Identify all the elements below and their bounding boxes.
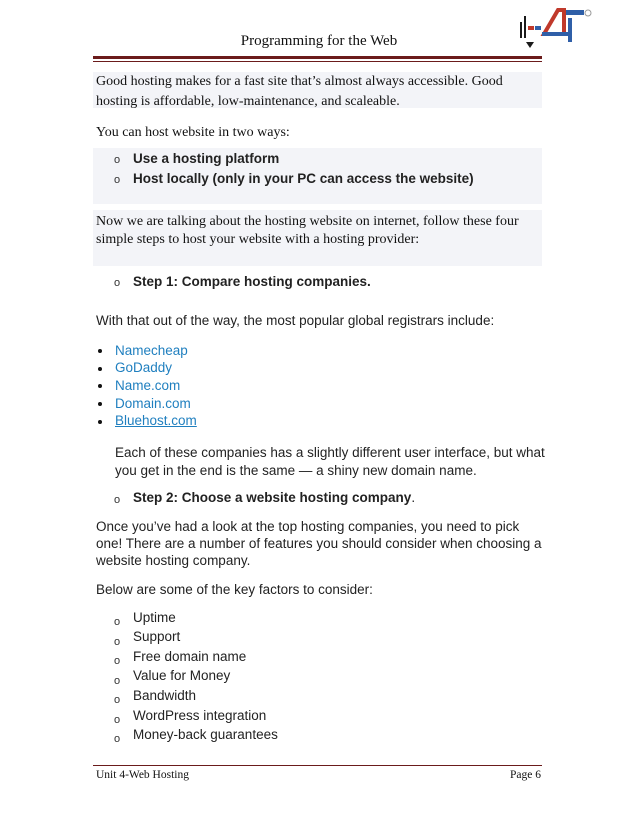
factor-item: Value for Money [133, 668, 231, 683]
step-2-tail: . [411, 490, 416, 505]
intro-line-1: Good hosting makes for a fast site that’s almost always accessible. Good [96, 74, 503, 89]
registrar-link-bluehost[interactable]: Bluehost.com [115, 413, 197, 428]
footer-page-number: Page 6 [510, 769, 541, 781]
factor-item: WordPress integration [133, 708, 267, 723]
header-rule [93, 56, 542, 59]
factor-bullet: o [114, 655, 121, 667]
header-rule-thin [93, 61, 542, 62]
step-bullet: o [114, 277, 121, 289]
internet-line-1: Now we are talking about the hosting website on internet, follow these four [96, 214, 519, 229]
bullet-dot [98, 367, 102, 371]
ways-bullet: o [114, 174, 121, 186]
registrar-link-name-com[interactable]: Name.com [115, 378, 181, 393]
factors-intro: Below are some of the key factors to consider: [96, 582, 373, 597]
registrar-link-domain-com[interactable]: Domain.com [115, 396, 191, 411]
page-title: Programming for the Web [240, 33, 398, 49]
step-2-heading [133, 490, 415, 505]
footer-rule [93, 765, 542, 766]
ways-item-1: Use a hosting platform [133, 151, 280, 166]
factor-item: Money-back guarantees [133, 727, 278, 742]
factor-item: Uptime [133, 610, 176, 625]
ways-intro: You can host website in two ways: [96, 125, 290, 140]
pick-line-1: Once you’ve had a look at the top hosting companies, you need to pick [96, 519, 520, 534]
registrar-link-godaddy[interactable]: GoDaddy [115, 360, 173, 375]
step-1-heading: Step 1: Compare hosting companies. [133, 274, 371, 289]
bullet-dot [98, 420, 102, 424]
logo-graphic [518, 4, 598, 54]
step-bullet: o [114, 494, 121, 506]
pick-line-2: one! There are a number of features you should consider when choosing a [96, 536, 542, 551]
ways-bullet: o [114, 154, 121, 166]
note-line-1: Each of these companies has a slightly different user interface, but what [115, 445, 545, 460]
ways-item-2: Host locally (only in your PC can access the website) [133, 171, 474, 186]
registrars-intro: With that out of the way, the most popular global registrars include: [96, 313, 495, 328]
internet-line-2: simple steps to host your website with a hosting provider: [96, 232, 420, 247]
bullet-dot [98, 384, 102, 388]
pick-line-3: website hosting company. [96, 553, 251, 568]
factor-bullet: o [114, 733, 121, 745]
factor-bullet: o [114, 616, 121, 628]
factor-bullet: o [114, 675, 121, 687]
factor-bullet: o [114, 636, 121, 648]
footer-unit: Unit 4-Web Hosting [96, 769, 189, 781]
logo [518, 4, 598, 54]
bullet-dot [98, 402, 102, 406]
factor-item: Bandwidth [133, 688, 197, 703]
factor-item: Support [133, 629, 181, 644]
step-2-label: Step 2: Choose a website hosting company [133, 490, 412, 505]
factor-item: Free domain name [133, 649, 247, 664]
intro-line-2: hosting is affordable, low-maintenance, and scaleable. [96, 94, 400, 109]
registrar-link-namecheap[interactable]: Namecheap [115, 343, 188, 358]
bullet-dot [98, 349, 102, 353]
factor-bullet: o [114, 714, 121, 726]
factor-bullet: o [114, 694, 121, 706]
note-line-2: you get in the end is the same — a shiny new domain name. [115, 463, 477, 478]
